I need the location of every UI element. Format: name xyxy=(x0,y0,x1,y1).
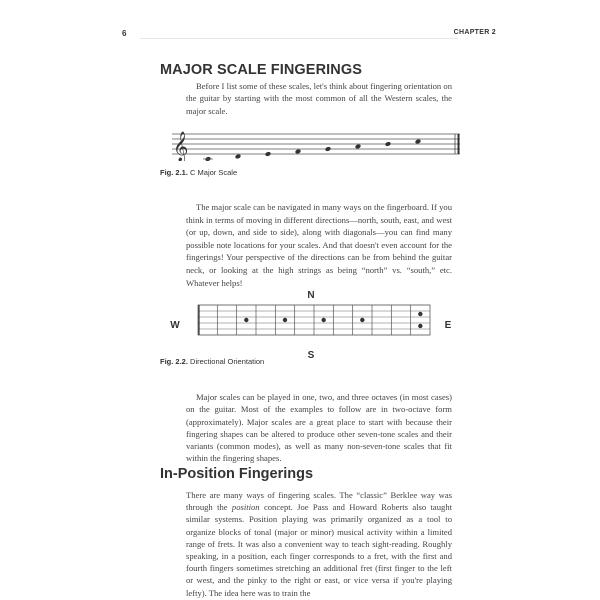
scale-note xyxy=(325,146,332,152)
position-dot xyxy=(360,318,364,322)
chapter-label: CHAPTER 2 xyxy=(453,29,496,36)
position-dot xyxy=(321,318,325,322)
figure-caption xyxy=(160,357,264,366)
running-header xyxy=(112,29,500,41)
c-major-scale-staff xyxy=(170,125,460,161)
header-rule xyxy=(140,38,458,39)
scale-note xyxy=(355,144,362,150)
figure-caption-text: C Major Scale xyxy=(190,168,238,177)
section-title: MAJOR SCALE FINGERINGS xyxy=(160,62,362,78)
fretboard-diagram xyxy=(160,285,460,365)
scale-note xyxy=(385,141,392,147)
scale-note xyxy=(295,149,302,155)
treble-clef-icon: 𝄞 xyxy=(173,132,189,161)
figure-label: Fig. 2.2. xyxy=(160,357,188,366)
figure-caption xyxy=(160,168,237,177)
in-position-paragraph xyxy=(186,489,452,599)
scale-note xyxy=(265,151,272,157)
staff-lines xyxy=(172,134,460,154)
octaves-paragraph: Major scales can be played in one, two, and three octaves (in most cases) on the guitar. Most of the examples to follow are in two-octave form (approximately). Major scales are a great place to start with because their fingering shapes can be altered to produce other seven-tone scales and their variants (common modes), as well as many non-seven-tone scales that fit within the fingering shapes. xyxy=(186,392,452,464)
compass-south: S xyxy=(307,350,315,361)
position-dot xyxy=(244,318,248,322)
scale-note xyxy=(415,139,422,145)
scale-note xyxy=(235,154,242,160)
compass-west: W xyxy=(170,320,180,331)
compass-east: E xyxy=(444,320,452,331)
position-dot xyxy=(283,318,287,322)
section-title: In-Position Fingerings xyxy=(160,466,314,482)
paragraph-text: concept. Joe Pass and Howard Roberts also taught similar systems. Position playing was primarily organized as a tool to organize blocks of tonal (major or minor) musical activity within a limited range of frets. It was also a convenient way to teach sight-reading. Roughly speaking, in a position, each finger corresponds to a fret, with the first and fourth fingers sometimes stretching an additional fret (first finger to the left or west, and the pinky to the right or east, or vice versa if you're playing lefty). The idea here was to train the xyxy=(186,502,453,598)
octave-dot xyxy=(418,324,422,328)
compass-north: N xyxy=(307,290,315,301)
page-number: 6 xyxy=(122,29,127,38)
figure-label: Fig. 2.1. xyxy=(160,168,188,177)
scale-note xyxy=(205,156,212,161)
octave-dot xyxy=(418,312,422,316)
figure-caption-text: Directional Orientation xyxy=(190,357,265,366)
directions-paragraph: The major scale can be navigated in many ways on the fingerboard. If you think in terms of moving in different directions—north, south, east, and west (or up, down, and side to side), along with diagonals—you can find many possible note locations for your scales. And that doesn't even account for the fingerings! Your perspective of the directions can be from behind the guitar neck, or looking at the high strings as being “north” vs. “south,” etc. Whatever helps! xyxy=(186,202,452,288)
paragraph-text: There are many ways of fingering scales. The “classic” Berklee way was through the xyxy=(186,490,452,513)
intro-paragraph: Before I list some of these scales, let's think about fingering orientation on the guitar by starting with the most common of all the Western scales, the major scale. xyxy=(186,81,452,116)
emphasis-text: position xyxy=(231,502,260,513)
